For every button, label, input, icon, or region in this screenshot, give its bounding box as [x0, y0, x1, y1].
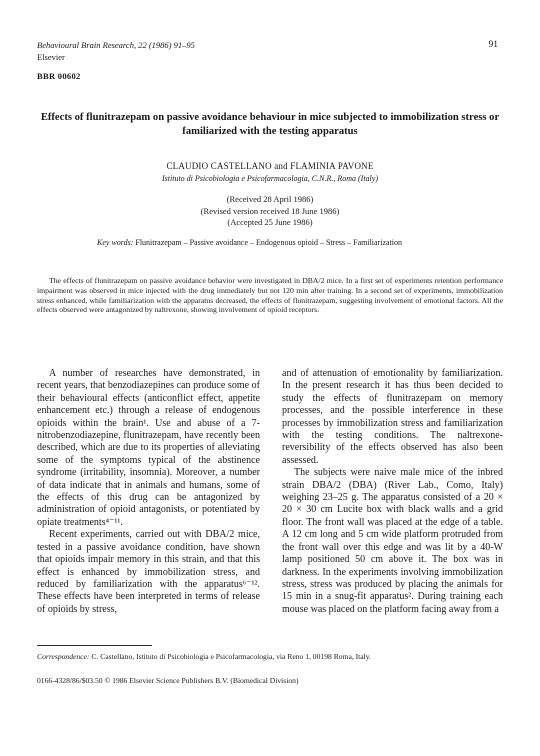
body-paragraph: Recent experiments, carried out with DBA/2 mice, tested in a passive avoidance condition, have shown that opioids impair memory in this strain, and that this effect is enhanced by immobilization stress, and reduced by familiarization with the apparatus⁶⁻¹². These effects have been interpreted in terms of release of opioids by stress,	[37, 529, 260, 615]
copyright-line: 0166-4328/86/$03.50 © 1986 Elsevier Science Publishers B.V. (Biomedical Division)	[37, 676, 299, 685]
publisher-name: Elsevier	[37, 52, 65, 62]
accepted-date: (Accepted 25 June 1986)	[227, 217, 313, 227]
author-list: CLAUDIO CASTELLANO and FLAMINIA PAVONE	[166, 161, 374, 171]
body-column-right	[282, 368, 503, 616]
journal-citation: Behavioural Brain Research, 22 (1986) 91–95	[37, 40, 195, 50]
body-paragraph: and of attenuation of emotionality by familiarization. In the present research it has thus been decided to study the effects of flunitrazepam on memory processes, and the possible interference in these processes by immobilization stress and familiarization with the testing conditions. The naltrexone-reversibility of the effects observed has also been assessed.	[282, 368, 503, 466]
abstract: The effects of flunitrazepam on passive avoidance behavior were investigated in DBA/2 mice. In a first set of experiments retention performance impairment was observed in mice injected with the drug immediately but not 120 min after training. In a second set of experiments, immobilization stress enhanced, while familiarization with the apparatus decreased, the effects of flunitrazepam, suggesting involvement of emotional factors. All the effects observed were antagonized by naltrexone, showing involvement of opioid receptors.	[37, 276, 503, 315]
keywords	[97, 238, 402, 247]
received-date: (Received 28 April 1986)	[226, 194, 314, 204]
footnote-divider	[37, 645, 152, 646]
revised-date: (Revised version received 18 June 1986)	[200, 205, 340, 216]
article-code: BBR 00602	[37, 71, 81, 81]
keywords-text: Flunitrazepam – Passive avoidance – Endogenous opioid – Stress – Familiarization	[135, 238, 402, 247]
correspondence-note	[37, 652, 371, 661]
body-column-left	[37, 368, 260, 616]
page-number: 91	[488, 40, 498, 50]
article-title: Effects of flunitrazepam on passive avoidance behaviour in mice subjected to immobilization stress or familiarized with the testing apparatus	[40, 112, 500, 137]
body-paragraph: A number of researches have demonstrated, in recent years, that benzodiazepines can produce some of their behavioural effects (anticonflict effect, appetite enhancement etc.) through a release of endogenous opioids within the brain¹. Use and abuse of a 7-nitrobenzodiazepine, flunitrazepam, have recently been described, which are due to its properties of alleviating some of the symptoms typical of the abstinence syndrome (irritability, insomnia). Moreover, a number of data indicate that in animals and humans, some of the effects of this drug can be antagonized by administration of opioid antagonists, or potentiated by opiate treatments⁴⁻¹¹.	[37, 368, 260, 528]
author-affiliation: Istituto di Psicobiologia e Psicofarmacologia, C.N.R., Roma (Italy)	[162, 174, 378, 183]
body-paragraph: The subjects were naive male mice of the inbred strain DBA/2 (DBA) (River Lab., Como, Italy) weighing 23–25 g. The apparatus consisted of a 20 × 20 × 30 cm Lucite box with black walls and a grid floor. The front wall was placed at the edge of a table. A 12 cm long and 5 cm wide platform protruded from the front wall over this edge and was lit by a 40-W lamp positioned 50 cm above it. The box was in darkness. In the experiments involving immobilization stress, stress was produced by placing the animals for 15 min in a snug-fit apparatus². During training each mouse was placed on the platform facing away from a	[282, 467, 503, 615]
publication-dates	[0, 194, 540, 229]
keywords-label: Key words:	[97, 238, 134, 247]
correspondence-label: Correspondence:	[37, 652, 90, 661]
correspondence-text: C. Castellano, Istituto di Psicobiologia e Psicofarmacologia, via Reno 1, 00198 Roma, Italy.	[91, 652, 371, 661]
